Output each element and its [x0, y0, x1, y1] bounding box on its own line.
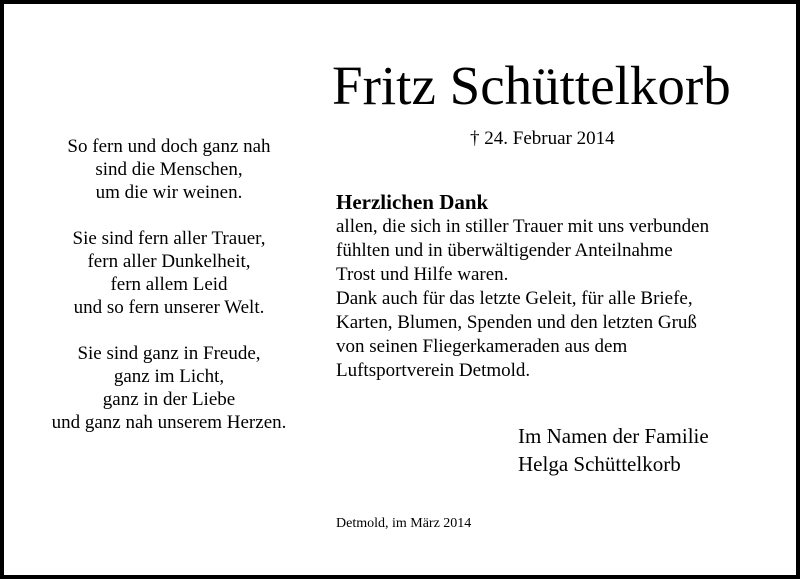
thanks-line: Luftsportverein Detmold. [336, 360, 531, 381]
death-date: † 24. Februar 2014 [470, 128, 615, 149]
poem-line: um die wir weinen. [95, 182, 243, 203]
poem-line: sind die Menschen, [95, 159, 243, 180]
signature-line: Im Namen der Familie [518, 424, 709, 448]
poem-line: ganz in der Liebe [102, 389, 236, 410]
memorial-poem [24, 135, 314, 457]
poem-line: und ganz nah unserem Herzen. [51, 412, 287, 433]
place-date: Detmold, im März 2014 [336, 516, 472, 531]
thanks-line: Dank auch für das letzte Geleit, für alle Briefe, [336, 288, 693, 309]
poem-line: Sie sind fern aller Trauer, [72, 228, 266, 249]
thanks-line: Karten, Blumen, Spenden und den letzten Gruß [336, 312, 697, 333]
thanks-line: von seinen Fliegerkameraden aus dem [336, 336, 628, 357]
deceased-name: Fritz Schüttelkorb [332, 55, 731, 116]
poem-line: fern aller Dunkelheit, [87, 251, 251, 272]
thanks-line: Trost und Hilfe waren. [336, 264, 509, 285]
poem-line: und so fern unserer Welt. [73, 297, 265, 318]
poem-line: ganz im Licht, [113, 366, 225, 387]
poem-line: fern allem Leid [110, 274, 228, 295]
thanks-heading: Herzlichen Dank [336, 190, 489, 214]
family-signature [518, 422, 709, 478]
poem-stanza [24, 135, 314, 204]
poem-line: Sie sind ganz in Freude, [77, 343, 261, 364]
thanks-text [336, 215, 776, 383]
thanks-line: fühlten und in überwältigender Anteilnahme [336, 240, 673, 261]
poem-stanza [24, 227, 314, 319]
poem-stanza [24, 342, 314, 434]
signature-line: Helga Schüttelkorb [518, 452, 681, 476]
poem-line: So fern und doch ganz nah [67, 136, 271, 157]
thanks-line: allen, die sich in stiller Trauer mit uns verbunden [336, 216, 710, 237]
